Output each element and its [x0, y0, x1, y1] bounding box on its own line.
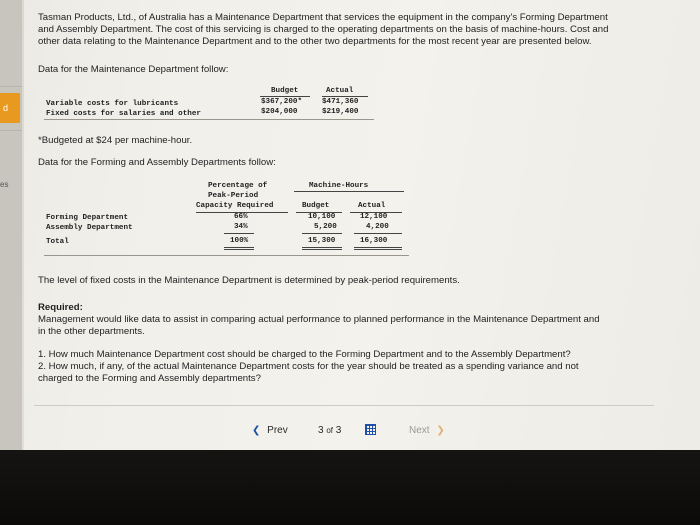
next-button[interactable] — [409, 425, 445, 436]
dept-row-pct: 66% — [234, 213, 248, 221]
dept-row-actual: 12,100 — [360, 213, 388, 221]
header-underline — [260, 96, 310, 97]
double-rule — [302, 247, 342, 248]
grid-icon[interactable] — [365, 424, 376, 435]
double-rule — [354, 247, 402, 248]
chevron-right-icon: ❯ — [436, 425, 445, 436]
required-text-line: Management would like data to assist in comparing actual performance to planned performance in the Maintenance Department and — [38, 314, 600, 325]
table-rule — [44, 119, 374, 120]
page-of: of — [326, 426, 334, 435]
intro-line-1: Tasman Products, Ltd., of Australia has a Maintenance Department that services the equipment in the company's Forming Department — [38, 12, 608, 23]
maint-row-budget: $204,000 — [261, 108, 298, 116]
maint-row-label: Fixed costs for salaries and other — [46, 110, 201, 118]
dept-row-actual: 16,300 — [360, 237, 388, 245]
side-badge[interactable]: d — [0, 93, 20, 123]
side-panel — [0, 0, 22, 450]
question-1: 1. How much Maintenance Department cost should be charged to the Forming Department and to the Assembly Department? — [38, 349, 571, 360]
page-current: 3 — [318, 425, 324, 436]
prev-button[interactable] — [252, 425, 288, 436]
dept-row-budget: 10,100 — [308, 213, 336, 221]
header-underline — [294, 191, 404, 192]
pct-header-line: Peak-Period — [208, 192, 259, 200]
required-label: Required: — [38, 302, 83, 313]
question-2: 2. How much, if any, of the actual Maintenance Department costs for the year should be treated as a spending variance and not — [38, 361, 579, 372]
monitor-bezel — [0, 450, 700, 525]
pct-header-line: Percentage of — [208, 182, 268, 190]
page-indicator — [318, 425, 341, 436]
dept-row-pct: 34% — [234, 223, 248, 231]
total-rule — [354, 233, 402, 234]
total-rule — [302, 233, 342, 234]
mh-col-budget: Budget — [302, 202, 330, 210]
side-divider — [0, 130, 22, 131]
intro-line-2: and Assembly Department. The cost of this servicing is charged to the operating departments on the basis of machine-hours. Cost and — [38, 24, 609, 35]
dept-row-label: Forming Department — [46, 214, 129, 222]
dept-row-budget: 15,300 — [308, 237, 336, 245]
maint-col-budget: Budget — [271, 87, 299, 95]
problem-card — [24, 0, 700, 450]
prev-label: Prev — [267, 425, 288, 436]
header-underline — [322, 96, 368, 97]
maint-row-actual: $471,360 — [322, 98, 359, 106]
maintenance-heading: Data for the Maintenance Department follow: — [38, 64, 229, 75]
side-divider — [0, 86, 22, 87]
total-rule — [224, 233, 254, 234]
page-total: 3 — [335, 425, 342, 436]
mh-header: Machine-Hours — [309, 182, 369, 190]
forming-heading: Data for the Forming and Assembly Departments follow: — [38, 157, 276, 168]
maint-row-budget: $367,200* — [261, 98, 303, 106]
fixed-cost-note: The level of fixed costs in the Maintenance Department is determined by peak-period requirements. — [38, 275, 460, 286]
maint-row-label: Variable costs for lubricants — [46, 100, 179, 108]
required-text-line: in the other departments. — [38, 326, 145, 337]
dept-row-pct: 100% — [230, 237, 249, 245]
dept-row-label: Total — [46, 238, 69, 246]
chevron-left-icon: ❮ — [252, 425, 261, 436]
pct-header-line: Capacity Required — [196, 202, 274, 210]
next-label: Next — [409, 425, 430, 436]
maint-col-actual: Actual — [326, 87, 354, 95]
footnote: *Budgeted at $24 per machine-hour. — [38, 135, 193, 146]
question-2-cont: charged to the Forming and Assembly departments? — [38, 373, 261, 384]
dept-row-budget: 5,200 — [314, 223, 337, 231]
pagination-divider — [34, 405, 654, 406]
side-label: es — [0, 180, 9, 189]
maint-row-actual: $219,400 — [322, 108, 359, 116]
dept-row-actual: 4,200 — [366, 223, 389, 231]
table-rule — [44, 255, 409, 256]
double-rule — [224, 247, 254, 248]
dept-row-label: Assembly Department — [46, 224, 133, 232]
mh-col-actual: Actual — [358, 202, 386, 210]
intro-line-3: other data relating to the Maintenance Department and to the other two departments for the most recent year are presented below. — [38, 36, 592, 47]
